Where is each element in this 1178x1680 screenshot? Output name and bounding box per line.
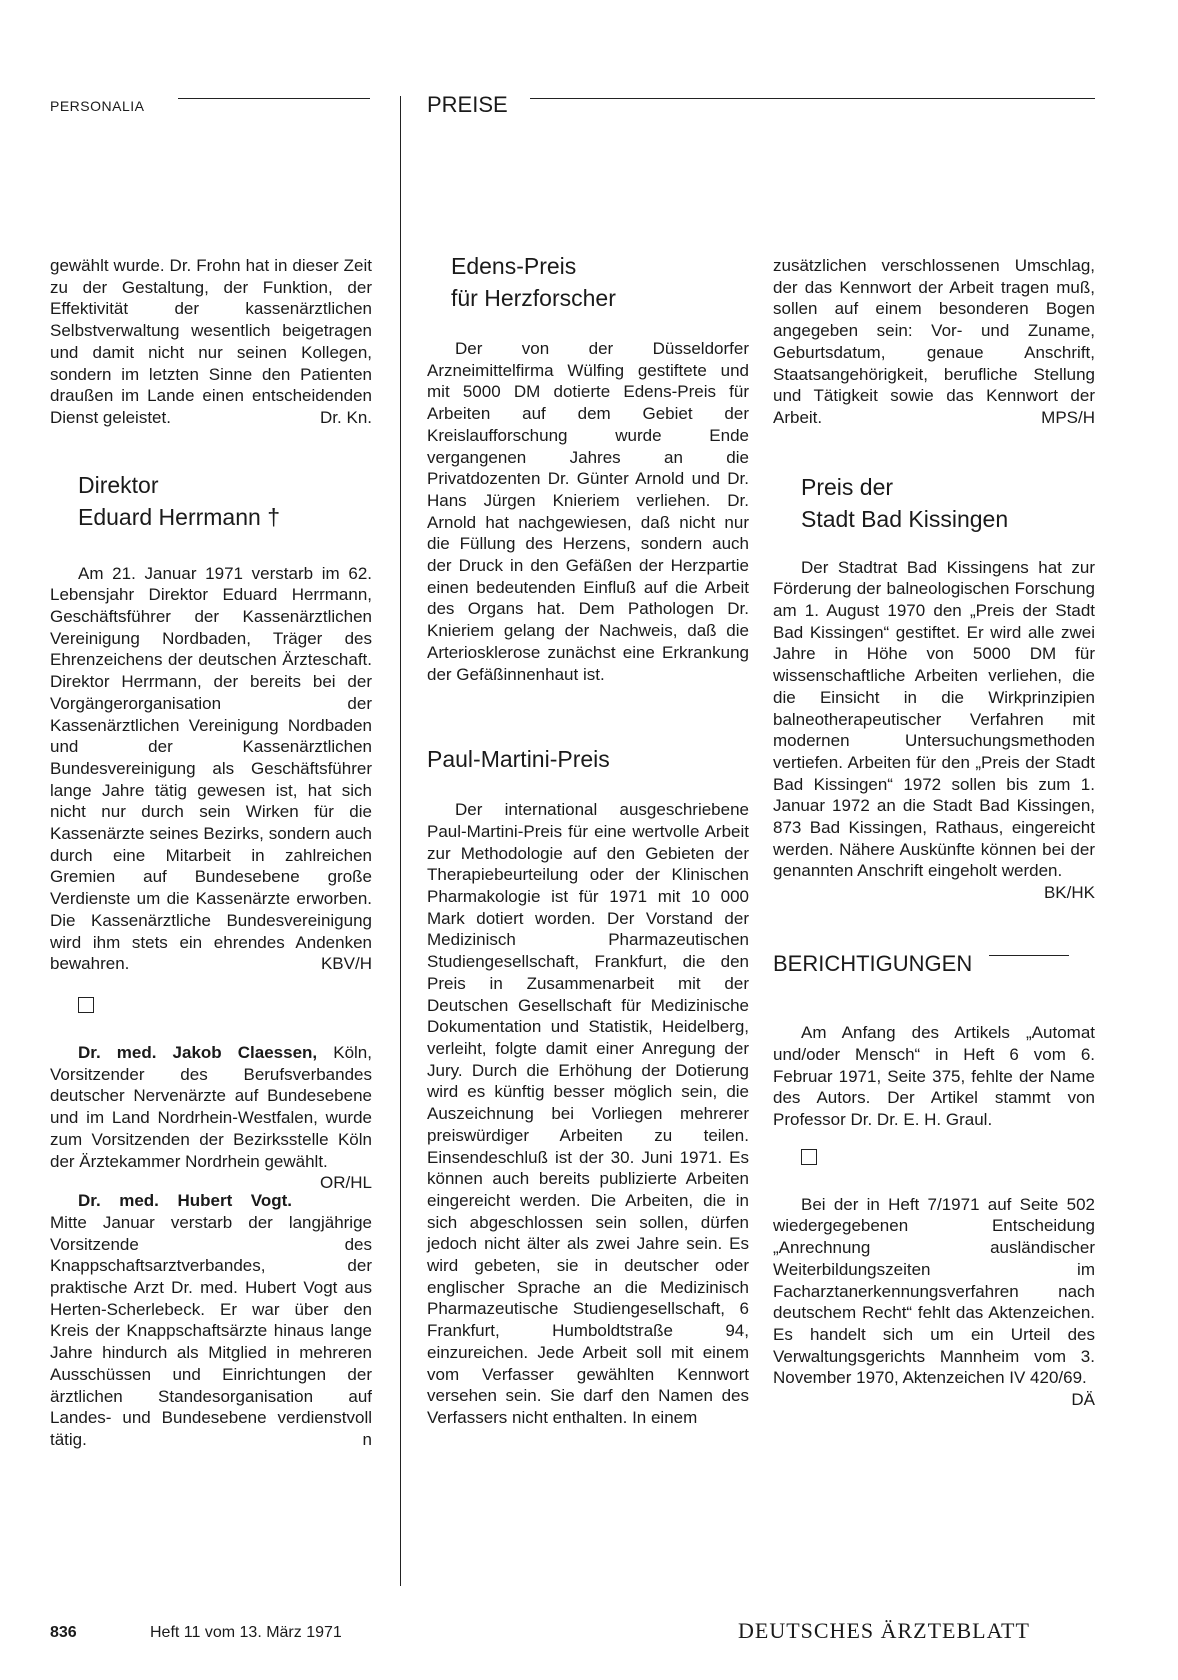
column-personalia <box>50 255 372 1451</box>
corrections-rule <box>989 955 1069 956</box>
header-rule-left <box>178 98 370 99</box>
column-preise-right <box>773 255 1095 1411</box>
article-martini-continued <box>773 255 1095 429</box>
issue-date: Heft 11 vom 13. März 1971 <box>150 1624 342 1641</box>
notice-claessen <box>50 1042 372 1193</box>
obituary-herrmann <box>50 563 372 975</box>
author-signature: n <box>362 1429 372 1449</box>
paragraph-text: zusätzlichen verschlossenen Umschlag, der das Kennwort der Arbeit tragen muß, sollen auf einem besonderen Bogen angegeben sein: Vor- und Zuname, Geburtsdatum, genaue Anschrift, Staatsangehörigkeit, berufliche Stellung und Tätigkeit sowie das Kennwort der Arbeit. <box>773 256 1095 427</box>
paragraph-text: Köln, Vorsitzender des Berufsverbandes deutscher Nervenärzte auf Bundesebene und im Land Nordrhein-Westfalen, wurde zum Vorsitzenden der Bezirksstelle Köln der Ärztekammer Nordrhein gewählt. <box>50 1042 372 1171</box>
column-preise-left <box>427 250 749 1429</box>
paragraph-text: Mitte Januar verstarb der langjährige Vorsitzende des Knappschaftsarztverbandes, der praktische Arzt Dr. med. Hubert Vogt aus Herten-Scherlebeck. Er war über den Kreis der Knappschaftsärzte hinaus lange Jahre hindurch als Mitglied in mehreren Ausschüssen und Einrichtungen der ärztlichen Standesorganisation auf Landes- und Bundesebene verdienstvoll tätig. <box>50 1212 372 1449</box>
correction-aktenzeichen <box>773 1194 1095 1410</box>
article-edens-preis: Der von der Düsseldorfer Arzneimittelfirma Wülfing gestiftete und mit 5000 DM dotierte Edens-Preis für Arbeiten auf dem Gebiet der Kreislaufforschung wurde Ende vergangenen Jahres an die Privatdozenten Dr. Günter Arnold und Dr. Hans Jürgen Knieriem verliehen. Dr. Arnold hat nachgewiesen, daß nicht nur die Füllung des Herzens, sondern auch der Druck in den Gefäßen der Herzpartie einen bedeutenden Einfluß auf die Arbeit des Organs hat. Dem Pathologen Dr. Knieriem gelang der Nachweis, daß die Arteriosklerose zunächst eine Erkrankung der Gefäßinnenhaut ist. <box>427 339 749 684</box>
obituary-heading-line-2: Eduard Herrmann † <box>78 503 280 530</box>
separator-square-icon <box>78 997 94 1013</box>
publication-brand: DEUTSCHES ÄRZTEBLATT <box>738 1618 1030 1643</box>
section-label-berichtigungen: BERICHTIGUNGEN <box>773 951 973 977</box>
column-divider <box>400 96 401 1586</box>
article-frohn-continued <box>50 255 372 429</box>
author-signature: KBV/H <box>320 954 372 974</box>
author-signature: OR/HL <box>320 1173 372 1193</box>
separator-square-icon <box>801 1149 817 1165</box>
martini-heading: Paul-Martini-Preis <box>427 746 610 773</box>
author-signature: BK/HK <box>1043 883 1095 903</box>
person-name: Dr. med. Hubert Vogt. <box>78 1191 293 1211</box>
person-name: Dr. med. Jakob Claessen, <box>78 1042 318 1062</box>
notice-vogt <box>50 1190 372 1450</box>
correction-graul: Am Anfang des Artikels „Automat und/oder Mensch“ in Heft 6 vom 6. Februar 1971, Seite 375, fehlte der Name des Autors. Der Artikel stammt von Professor Dr. Dr. E. H. Graul. <box>773 1023 1095 1129</box>
author-signature: DÄ <box>1071 1390 1095 1410</box>
edens-heading-line-1: Edens-Preis <box>451 253 577 279</box>
section-label-personalia: PERSONALIA <box>50 98 145 114</box>
kissingen-heading-line-1: Preis der <box>801 473 894 500</box>
author-signature: MPS/H <box>1041 407 1095 427</box>
paragraph-text: Bei der in Heft 7/1971 auf Seite 502 wiedergegebenen Entscheidung „Anrechnung ausländischer Weiterbildungszeiten im Facharztanerkennungsverfahren nach deutschem Recht“ fehlt das Aktenzeichen. Es handelt sich um ein Urteil des Verwaltungsgerichts Mannheim vom 3. November 1970, Aktenzeichen IV 420/69. <box>773 1194 1095 1388</box>
header-rule-right <box>530 98 1095 99</box>
paragraph-text: Der Stadtrat Bad Kissingens hat zur Förderung der balneologischen Forschung am 1. August 1970 den „Preis der Stadt Bad Kissingen“ gestiftet. Er wird alle zwei Jahre in Höhe von 5000 DM für wissenschaftliche Arbeiten verliehen, die die Einsicht in die Wirkprinzipien balneotherapeutischer Verfahren mit modernen Untersuchungsmethoden vertiefen. Arbeiten für den „Preis der Stadt Bad Kissingen“ 1972 sollen bis zum 1. Januar 1972 an die Stadt Bad Kissingen, 873 Bad Kissingen, Rathaus, eingereicht werden. Nähere Auskünfte können bei der genannten Anschrift eingeholt werden. <box>773 557 1095 881</box>
article-bad-kissingen-preis <box>773 557 1095 903</box>
section-label-preise: PREISE <box>427 92 508 117</box>
edens-heading-line-2: für Herzforscher <box>451 285 616 311</box>
author-signature: Dr. Kn. <box>320 407 372 427</box>
obituary-heading-line-1: Direktor <box>78 471 159 498</box>
paragraph-text: gewählt wurde. Dr. Frohn hat in dieser Zeit zu der Gestaltung, der Funktion, der Effektivität der kassenärztlichen Selbstverwaltung wesentlich beigetragen und damit nicht nur seinen Kollegen, sondern im letzten Sinne den Patienten draußen im Lande einen entscheidenden Dienst geleistet. <box>50 256 372 427</box>
page-number: 836 <box>50 1624 77 1641</box>
article-paul-martini-preis: Der international ausgeschriebene Paul-Martini-Preis für eine wertvolle Arbeit zur Methodologie auf den Gebieten der Therapiebeurteilung oder der Klinischen Pharmakologie ist für 1971 mit 10 000 Mark dotiert worden. Der Vorstand der Medizinisch Pharmazeutischen Studiengesellschaft, Frankfurt, die den Preis in Zusammenarbeit mit der Deutschen Gesellschaft für Medizinische Dokumentation und Statistik, Heidelberg, verleiht, folgte damit einer Anregung der Jury. Durch die Erhöhung der Dotierung wird es künftig besser möglich sein, die Auszeichnung bei Vorliegen mehrerer preiswürdiger Arbeiten zu teilen. Einsendeschluß ist der 30. Juni 1971. Es können auch bereits publizierte Arbeiten eingereicht werden. Die Arbeiten, die in sich abgeschlossen sein sollen, dürfen jedoch nicht älter als zwei Jahre sein. Es wird gebeten, sie in deutscher oder englischer Sprache an die Medizinisch Pharmazeutische Studiengesellschaft, 6 Frankfurt, Humboldtstraße 94, einzureichen. Jede Arbeit soll mit einem vom Verfasser gewählten Kennwort versehen sein. Sie darf den Namen des Verfassers nicht enthalten. In einem <box>427 800 749 1427</box>
paragraph-text: Am 21. Januar 1971 verstarb im 62. Lebensjahr Direktor Eduard Herrmann, Geschäftsführer der Kassenärztlichen Vereinigung Nordbaden, Träger des Ehrenzeichens der deutschen Ärzteschaft. Direktor Herrmann, der bereits bei der Vorgängerorganisation der Kassenärztlichen Vereinigung Nordbaden und der Kassenärztlichen Bundesvereinigung als Geschäftsführer lange Jahre tätig gewesen ist, hat sich nicht nur durch sein Wirken für die Kassenärzte seines Bezirks, sondern auch durch eine Mitarbeit in zahlreichen Gremien auf Bundesebene große Verdienste um die Kassenärzte erworben. Die Kassenärztliche Bundesvereinigung wird ihm stets ein ehrendes Andenken bewahren. <box>50 563 372 974</box>
kissingen-heading-line-2: Stadt Bad Kissingen <box>801 505 1009 532</box>
